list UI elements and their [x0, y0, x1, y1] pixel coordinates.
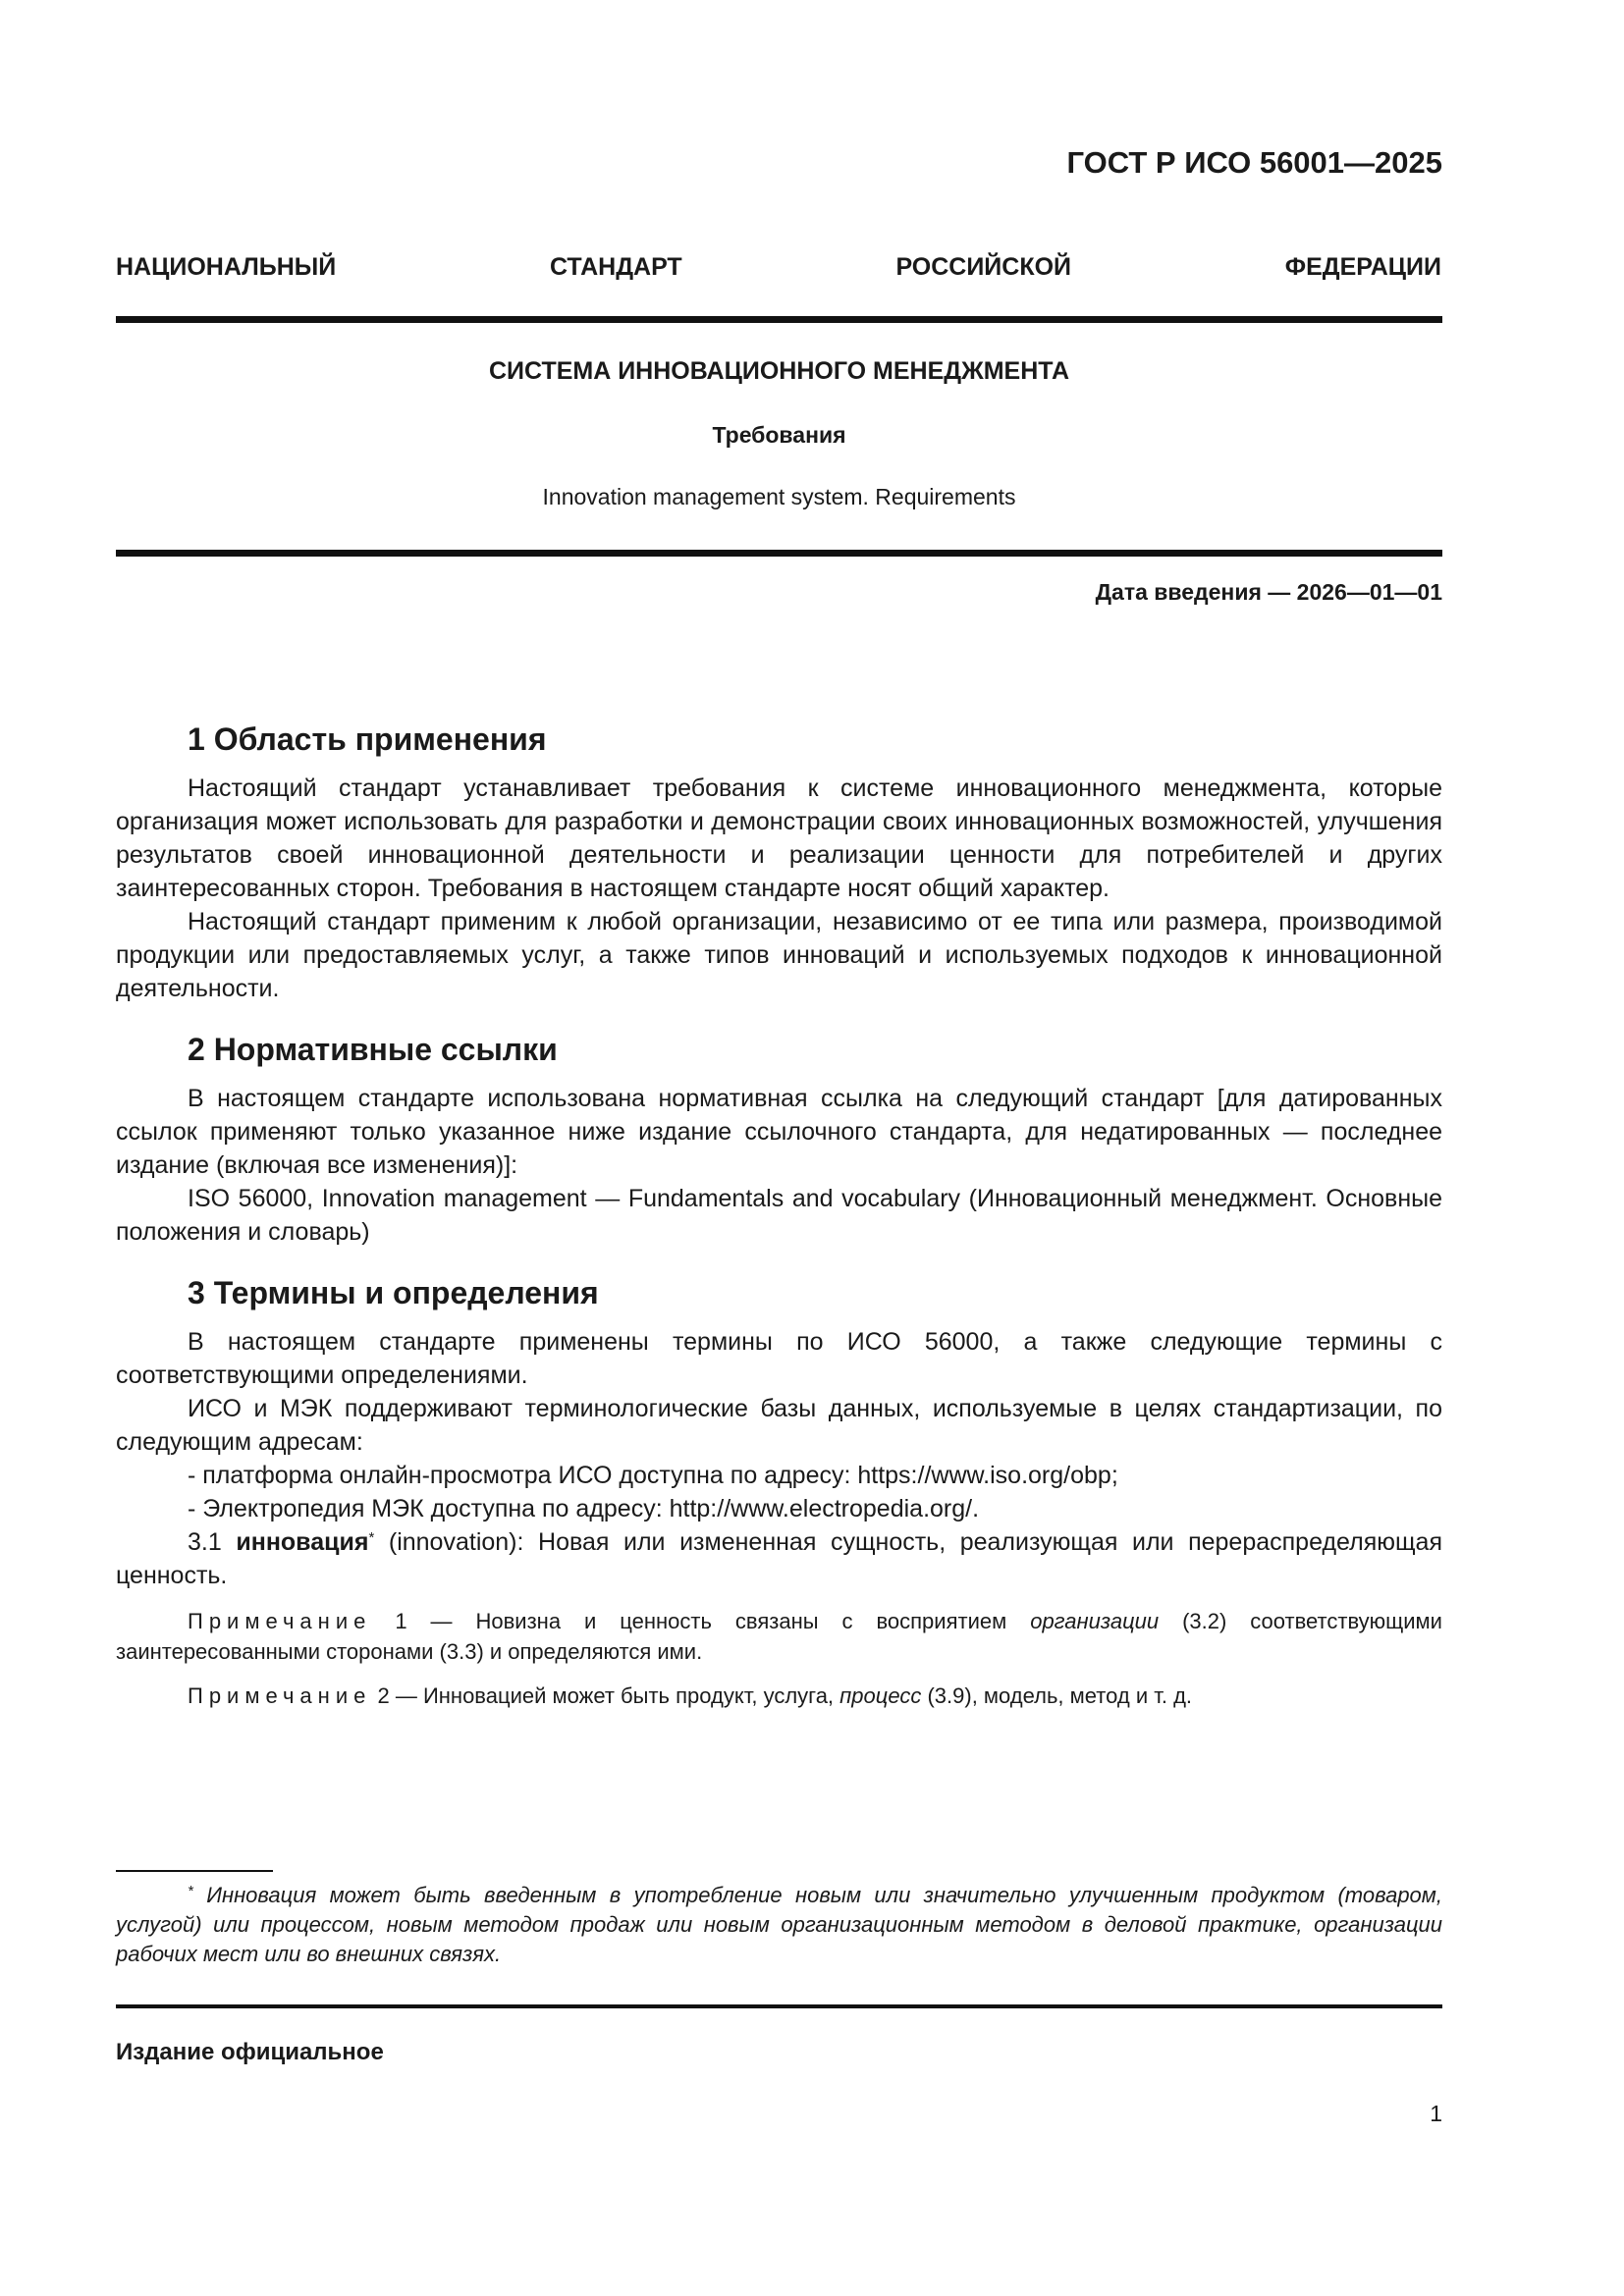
english-title: Innovation management system. Requirements	[542, 484, 1016, 509]
section-2-heading: 2 Нормативные ссылки	[188, 1032, 558, 1067]
section-1-heading: 1 Область применения	[188, 721, 547, 757]
document-body	[116, 719, 1442, 1711]
footnote-separator	[116, 1870, 273, 1872]
list-item: - платформа онлайн-просмотра ИСО доступна по адресу: https://www.iso.org/obp;	[188, 1462, 1118, 1489]
note-label: Примечание	[188, 1609, 372, 1633]
term-definition	[116, 1525, 1442, 1592]
note-italic-term: процесс	[839, 1683, 922, 1708]
note-text-end: (3.2) соответствующими заинтересованными сторонами (3.3) и определяются ими.	[116, 1609, 1442, 1664]
list-item: - Электропедия МЭК доступна по адресу: http://www.electropedia.org/.	[188, 1495, 980, 1522]
footer-rule	[116, 2004, 1442, 2008]
document-subtitle: Требования	[712, 422, 846, 448]
section-3-paragraph-2: ИСО и МЭК поддерживают терминологические базы данных, используемые в целях стандартизации, по следующим адресам:	[116, 1395, 1442, 1456]
note-number: 1	[395, 1609, 407, 1633]
section-3-paragraph-1: В настоящем стандарте применены термины по ИСО 56000, а также следующие термины с соответствующими определениями.	[116, 1328, 1442, 1389]
section-2-paragraph-1: В настоящем стандарте использована нормативная ссылка на следующий стандарт [для датированных ссылок применяют только указанное ниже издание ссылочного стандарта, для недатированных — последнее издание (включая все изменения)]:	[116, 1085, 1442, 1179]
term-number: 3.1	[188, 1528, 222, 1556]
note-1	[116, 1606, 1442, 1667]
note-2	[116, 1681, 1442, 1711]
page-number: 1	[1430, 2101, 1442, 2126]
term-text: (innovation): Новая или измененная сущность, реализующая или перераспределяющая ценность.	[116, 1528, 1442, 1589]
term-footnote-mark: *	[368, 1529, 375, 1546]
note-number: 2	[377, 1683, 390, 1708]
note-italic-term: организации	[1030, 1609, 1160, 1633]
national-standard-label: НАЦИОНАЛЬНЫЙ СТАНДАРТ РОССИЙСКОЙ ФЕДЕРАЦИИ	[116, 253, 1441, 281]
header-rule-bottom	[116, 550, 1442, 557]
note-text: — Новизна и ценность связаны с восприятием	[430, 1609, 1007, 1633]
section-1-paragraph-1: Настоящий стандарт устанавливает требования к системе инновационного менеджмента, которые организация может использовать для разработки и демонстрации своих инновационных возможностей, улучшения результатов своей инновационной деятельности и реализации ценности для потребителей и других заинтересованных сторон. Требования в настоящем стандарте носят общий характер.	[116, 774, 1442, 902]
section-3-heading: 3 Термины и определения	[188, 1275, 599, 1310]
standard-id: ГОСТ Р ИСО 56001—2025	[1066, 145, 1442, 180]
document-title: СИСТЕМА ИННОВАЦИОННОГО МЕНЕДЖМЕНТА	[488, 357, 1069, 385]
official-edition-label: Издание официальное	[116, 2039, 384, 2065]
date-of-introduction: Дата введения — 2026—01—01	[1095, 579, 1442, 605]
section-2-paragraph-2: ISO 56000, Innovation management — Fundamentals and vocabulary (Инновационный менеджмент. Основные положения и словарь)	[116, 1185, 1442, 1246]
term-name: инновация	[236, 1528, 369, 1556]
note-label: Примечание	[188, 1683, 372, 1708]
note-text-end: (3.9), модель, метод и т. д.	[927, 1683, 1193, 1708]
note-text: — Инновацией может быть продукт, услуга,	[395, 1683, 835, 1708]
header-rule-top	[116, 316, 1442, 323]
footnote-text: Инновация может быть введенным в употребление новым или значительно улучшенным продуктом (товаром, услугой) или процессом, новым методом продаж или новым организационным методом в деловой практике, организации рабочих мест или во внешних связях.	[116, 1883, 1442, 1966]
section-1-paragraph-2: Настоящий стандарт применим к любой организации, независимо от ее типа или размера, производимой продукции или предоставляемых услуг, а также типов инноваций и используемых подходов к инновационной деятельности.	[116, 908, 1442, 1002]
footnote-mark: *	[188, 1883, 193, 1899]
footnote	[116, 1881, 1442, 1969]
